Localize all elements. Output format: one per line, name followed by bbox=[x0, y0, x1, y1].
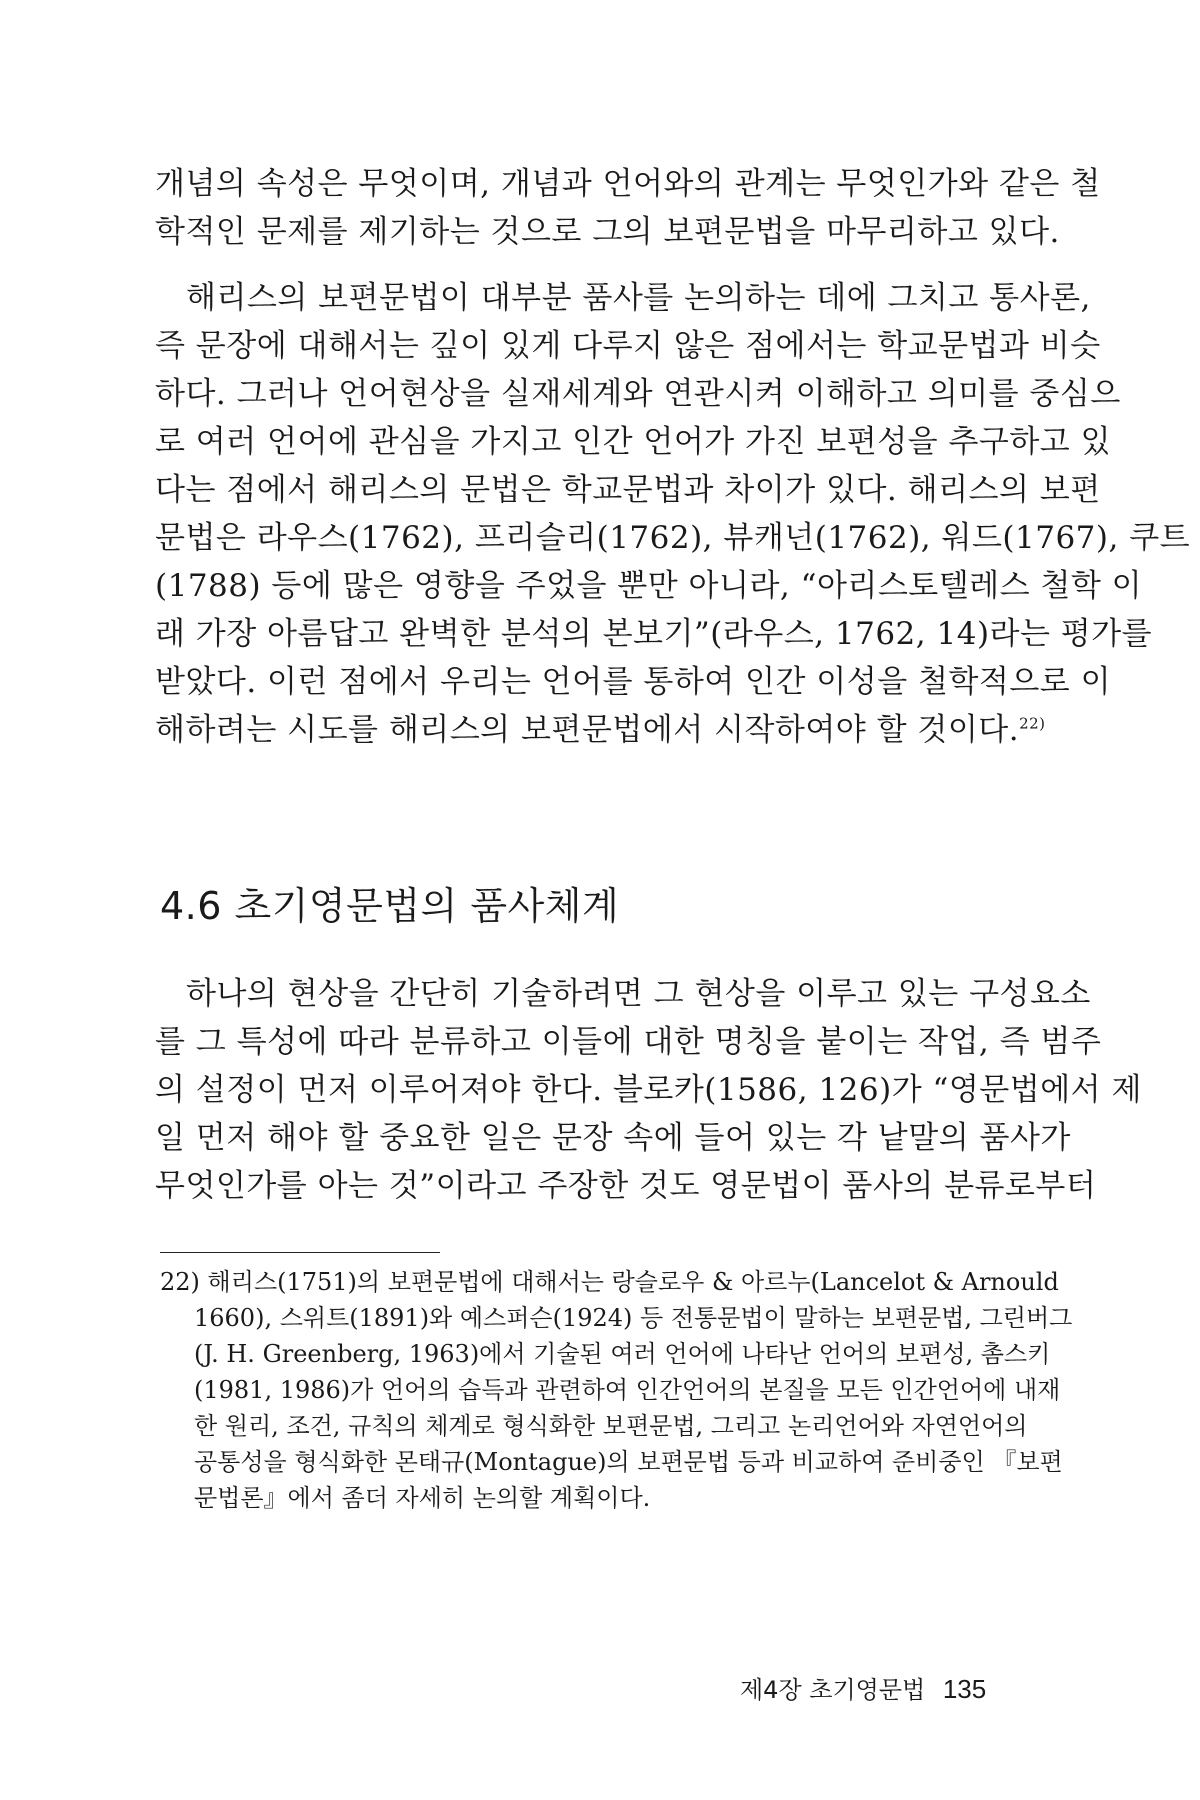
footnote-line: 문법론』에서 좀더 자세히 논의할 계획이다. bbox=[194, 1484, 651, 1512]
page-number: 135 bbox=[942, 1674, 987, 1704]
text-line-with-footnote bbox=[155, 706, 1046, 754]
text-line: 받았다. 이런 점에서 우리는 언어를 통하여 인간 이성을 철학적으로 이 bbox=[155, 664, 1112, 700]
section-heading: 4.6 초기영문법의 품사체계 bbox=[160, 884, 620, 928]
paragraph-harris bbox=[155, 274, 1191, 754]
text-line: 래 가장 아름답고 완벽한 분석의 본보기”(라우스, 1762, 14)라는 평가를 bbox=[155, 616, 1153, 652]
footnote-reference[interactable]: 22) bbox=[1019, 714, 1046, 733]
footnote-line: 1660), 스위트(1891)와 예스퍼슨(1924) 등 전통문법이 말하는 보편문법, 그린버그 bbox=[194, 1304, 1073, 1332]
text-line: 해하려는 시도를 해리스의 보편문법에서 시작하여야 할 것이다. bbox=[155, 712, 1020, 748]
footnote-line: (J. H. Greenberg, 1963)에서 기술된 여러 언어에 나타난 언어의 보편성, 촘스키 bbox=[194, 1340, 1051, 1368]
text-line: 로 여러 언어에 관심을 가지고 인간 언어가 가진 보편성을 추구하고 있 bbox=[155, 424, 1112, 460]
text-line: 문법은 라우스(1762), 프리슬리(1762), 뷰캐넌(1762), 워드(1767), 쿠트 bbox=[155, 520, 1191, 556]
footnote-line: 공통성을 형식화한 몬태규(Montague)의 보편문법 등과 비교하여 준비중인 『보편 bbox=[194, 1448, 1063, 1476]
text-line: 하나의 현상을 간단히 기술하려면 그 현상을 이루고 있는 구성요소 bbox=[186, 976, 1091, 1012]
footnote-line: 22) 해리스(1751)의 보편문법에 대해서는 랑슬로우 & 아르누(Lancelot & Arnould bbox=[160, 1268, 1059, 1296]
text-line: 개념의 속성은 무엇이며, 개념과 언어와의 관계는 무엇인가와 같은 철 bbox=[155, 166, 1101, 202]
footnote-divider bbox=[160, 1252, 440, 1253]
footnote bbox=[160, 1264, 1073, 1516]
text-line: 다는 점에서 해리스의 문법은 학교문법과 차이가 있다. 해리스의 보편 bbox=[155, 472, 1101, 508]
text-line: 해리스의 보편문법이 대부분 품사를 논의하는 데에 그치고 통사론, bbox=[186, 280, 1091, 316]
text-line: 즉 문장에 대해서는 깊이 있게 다루지 않은 점에서는 학교문법과 비슷 bbox=[155, 328, 1101, 364]
text-line: 의 설정이 먼저 이루어져야 한다. 블로카(1586, 126)가 “영문법에서 제 bbox=[155, 1072, 1142, 1108]
text-line: 하다. 그러나 언어현상을 실재세계와 연관시켜 이해하고 의미를 중심으 bbox=[155, 376, 1121, 412]
text-line: 학적인 문제를 제기하는 것으로 그의 보편문법을 마무리하고 있다. bbox=[155, 214, 1060, 250]
footnote-line: (1981, 1986)가 언어의 습득과 관련하여 인간언어의 본질을 모든 인간언어에 내재 bbox=[194, 1376, 1061, 1404]
footnote-line: 한 원리, 조건, 규칙의 체계로 형식화한 보편문법, 그리고 논리언어와 자연언어의 bbox=[194, 1412, 1028, 1440]
paragraph-continuation bbox=[155, 160, 1101, 256]
text-line: 를 그 특성에 따라 분류하고 이들에 대한 명칭을 붙이는 작업, 즉 범주 bbox=[155, 1024, 1102, 1060]
text-line: (1788) 등에 많은 영향을 주었을 뿐만 아니라, “아리스토텔레스 철학 이 bbox=[155, 568, 1143, 604]
chapter-label: 제4장 초기영문법 bbox=[740, 1676, 926, 1704]
page-footer bbox=[740, 1670, 986, 1705]
paragraph-section-intro bbox=[155, 970, 1142, 1210]
text-line: 무엇인가를 아는 것”이라고 주장한 것도 영문법이 품사의 분류로부터 bbox=[155, 1168, 1097, 1204]
text-line: 일 먼저 해야 할 중요한 일은 문장 속에 들어 있는 각 낱말의 품사가 bbox=[155, 1120, 1071, 1156]
